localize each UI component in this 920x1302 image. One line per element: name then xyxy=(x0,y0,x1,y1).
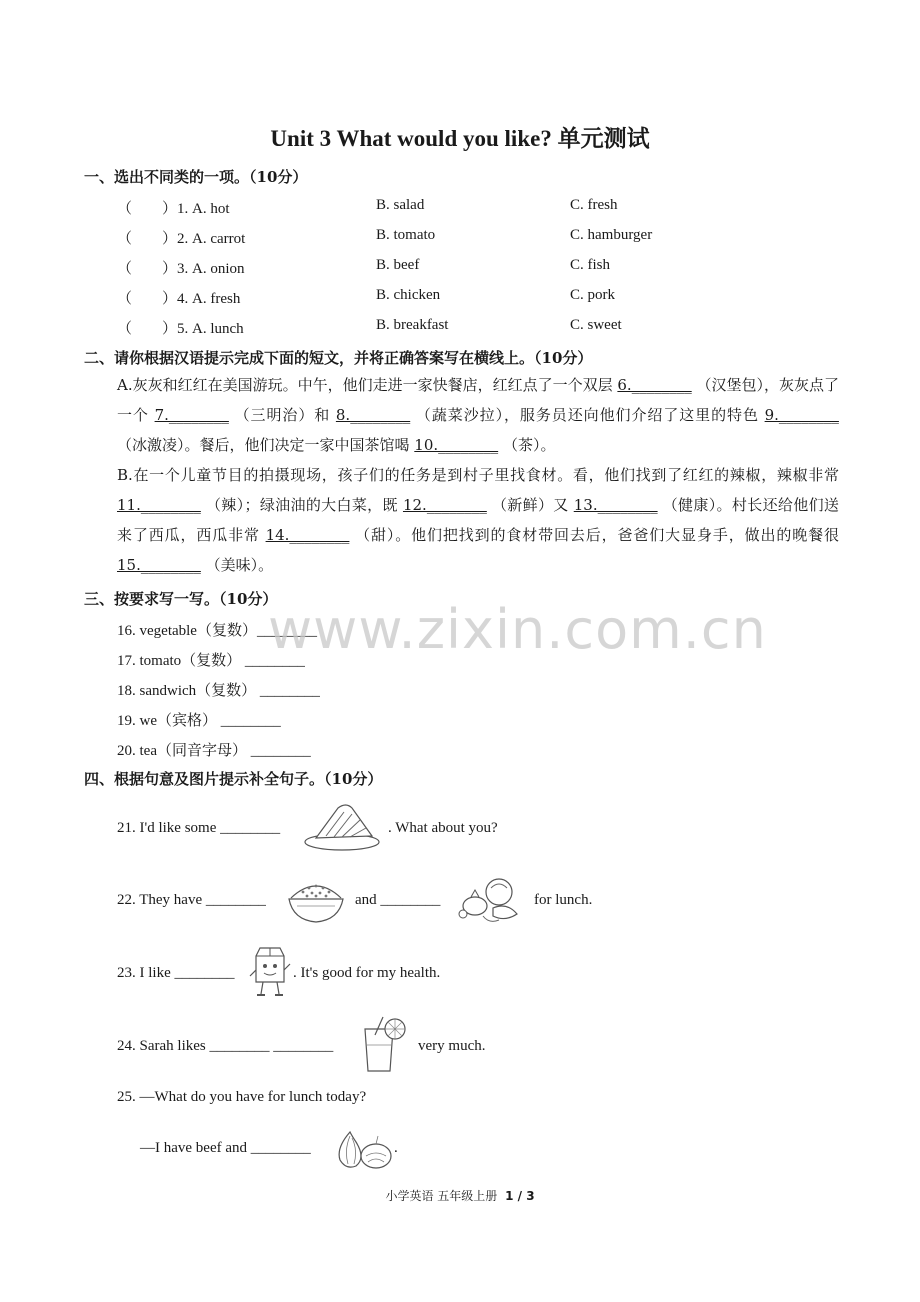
q2-option-c: C. hamburger xyxy=(570,227,653,243)
blank-13[interactable]: 13.________ xyxy=(573,496,658,514)
q4-number-option-a: （ ）4. A. fresh xyxy=(117,291,241,307)
q5-option-b: B. breakfast xyxy=(376,317,449,333)
passage-b xyxy=(117,460,839,580)
q1-option-b: B. salad xyxy=(376,197,425,213)
passage-a xyxy=(117,370,839,460)
passage-b-text-1: B.在一个儿童节目的拍摄现场，孩子们的任务是到村子里找食材。看，他们找到了红红的辣椒，辣椒非常 xyxy=(117,466,839,484)
blank-10[interactable]: 10.________ xyxy=(414,436,499,454)
page-footer xyxy=(0,1187,920,1204)
blank-12[interactable]: 12.________ xyxy=(402,496,487,514)
vegetables-icon xyxy=(455,872,525,926)
section-1-heading: 一、选出不同类的一项。（10分） xyxy=(84,168,308,186)
section-4-heading: 四、根据句意及图片提示补全句子。（10分） xyxy=(84,770,383,788)
q2-number-option-a: （ ）2. A. carrot xyxy=(117,231,246,247)
passage-b-text-6: （美味）。 xyxy=(205,556,274,574)
q4-option-c: C. pork xyxy=(570,287,615,303)
q16[interactable]: 16. vegetable（复数）________ xyxy=(117,623,317,639)
page-title: Unit 3 What would you like? 单元测试 xyxy=(270,126,650,151)
passage-a-text-6: （茶）。 xyxy=(502,436,556,454)
watermark: www.zixin.com.cn xyxy=(268,598,767,661)
q22-text[interactable]: 22. They have ________ xyxy=(117,892,266,908)
rice-bowl-icon xyxy=(285,872,347,926)
footer-text: 小学英语 五年级上册 xyxy=(385,1189,498,1203)
passage-b-text-4: （健康）。村长还给他们送来了西瓜，西瓜非常 xyxy=(117,496,839,544)
q22-and[interactable]: and ________ xyxy=(355,892,441,908)
q24-tail: very much. xyxy=(418,1038,486,1054)
q2-option-b: B. tomato xyxy=(376,227,436,243)
section-3-heading: 三、按要求写一写。（10分） xyxy=(84,590,278,608)
q25-question: 25. —What do you have for lunch today? xyxy=(117,1089,367,1105)
q25-answer[interactable]: —I have beef and ________ xyxy=(140,1140,311,1156)
q3-option-c: C. fish xyxy=(570,257,611,273)
q1-number-option-a: （ ）1. A. hot xyxy=(117,201,230,217)
q25-period: . xyxy=(394,1140,398,1156)
onion-icon xyxy=(330,1126,394,1172)
q17[interactable]: 17. tomato（复数） ________ xyxy=(117,653,305,669)
passage-a-text-4: （蔬菜沙拉），服务员还向他们介绍了这里的特色 xyxy=(415,406,759,424)
blank-9[interactable]: 9.________ xyxy=(764,406,839,424)
passage-a-text-2: （汉堡包），灰灰点了一个 xyxy=(117,376,839,424)
passage-a-text-1: A.灰灰和红红在美国游玩。中午，他们走进一家快餐店，红红点了一个双层 xyxy=(117,376,613,394)
passage-a-text-5: （冰激凌）。餐后，他们决定一家中国茶馆喝 xyxy=(117,436,410,454)
blank-7[interactable]: 7.________ xyxy=(154,406,229,424)
q23-tail: . It's good for my health. xyxy=(293,965,441,981)
q3-option-b: B. beef xyxy=(376,257,420,273)
passage-a-text-3: （三明治）和 xyxy=(234,406,331,424)
passage-b-text-3: （新鲜）又 xyxy=(491,496,569,514)
blank-14[interactable]: 14.________ xyxy=(265,526,350,544)
q5-number-option-a: （ ）5. A. lunch xyxy=(117,321,244,337)
q21-tail: . What about you? xyxy=(388,820,498,836)
blank-6[interactable]: 6.________ xyxy=(617,376,692,394)
passage-b-text-2: （辣）；绿油油的大白菜，既 xyxy=(205,496,398,514)
milk-carton-icon xyxy=(248,942,292,1000)
blank-8[interactable]: 8.________ xyxy=(335,406,411,424)
q3-number-option-a: （ ）3. A. onion xyxy=(117,261,245,277)
q18[interactable]: 18. sandwich（复数） ________ xyxy=(117,683,320,699)
juice-glass-icon xyxy=(357,1015,409,1075)
section-2-heading: 二、请你根据汉语提示完成下面的短文，并将正确答案写在横线上。（10分） xyxy=(84,349,593,367)
q19[interactable]: 19. we（宾格） ________ xyxy=(117,713,281,729)
q20[interactable]: 20. tea（同音字母） ________ xyxy=(117,743,311,759)
q22-tail: for lunch. xyxy=(534,892,593,908)
page-number: 1 / 3 xyxy=(505,1189,535,1203)
q24-text[interactable]: 24. Sarah likes ________ ________ xyxy=(117,1038,334,1054)
passage-b-text-5: （甜）。他们把找到的食材带回去后，爸爸们大显身手，做出的晚餐很 xyxy=(355,526,839,544)
q21-text[interactable]: 21. I'd like some ________ xyxy=(117,820,281,836)
blank-15[interactable]: 15.________ xyxy=(117,556,201,574)
q23-text[interactable]: 23. I like ________ xyxy=(117,965,235,981)
q4-option-b: B. chicken xyxy=(376,287,441,303)
blank-11[interactable]: 11.________ xyxy=(117,496,201,514)
q1-option-c: C. fresh xyxy=(570,197,618,213)
bread-icon xyxy=(302,800,382,852)
q5-option-c: C. sweet xyxy=(570,317,622,333)
